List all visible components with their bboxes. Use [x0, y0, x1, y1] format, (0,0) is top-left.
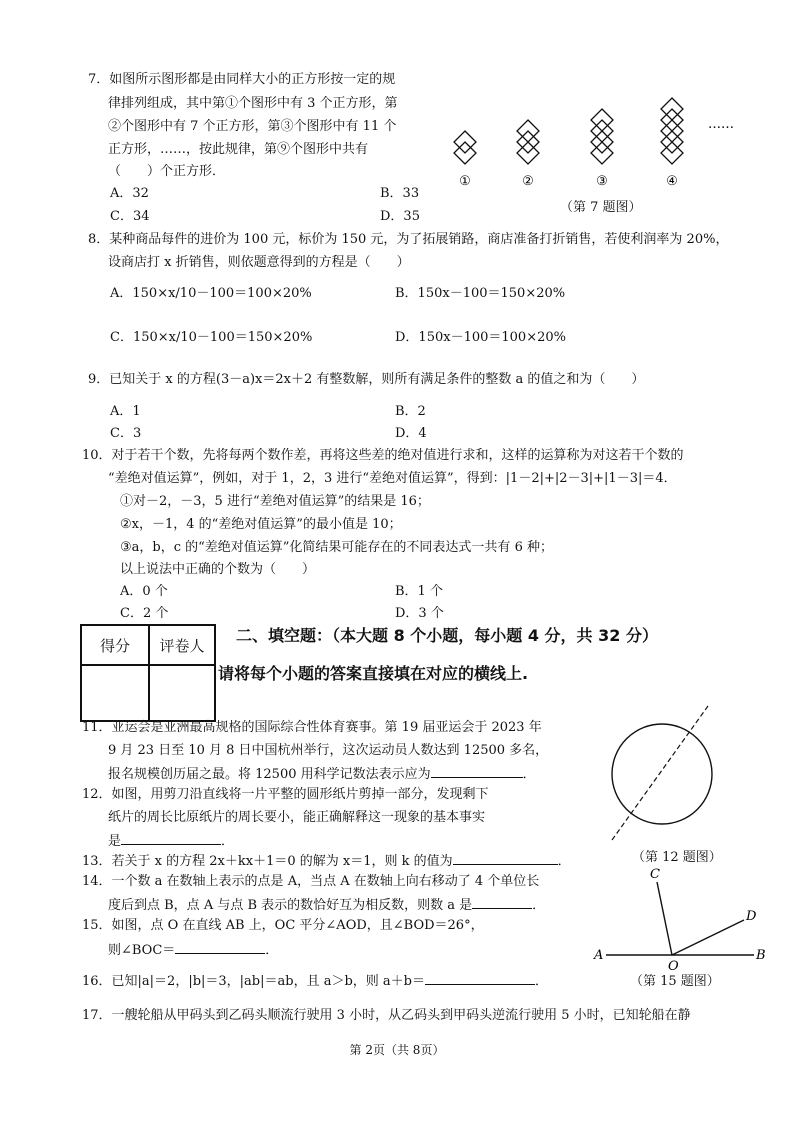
- q15-line-2-text: 则∠BOC＝: [108, 943, 176, 958]
- q10-option-b: B．1 个: [395, 584, 443, 599]
- q8-option-d: D．150x－100＝100×20%: [395, 330, 566, 345]
- grader-cell: [149, 665, 215, 721]
- q7-stack-1: [454, 131, 476, 164]
- q7-caption: （第 7 题图）: [560, 200, 642, 215]
- q11-line-3-text: 报名规模创历届之最。将 12500 用科学记数法表示应为: [108, 767, 431, 782]
- q14-line-2-text: 度后到点 B，点 A 与点 B 表示的数恰好互为相反数，则数 a 是: [108, 898, 473, 913]
- section2-title: 二、填空题：（本大题 8 个小题，每小题 4 分，共 32 分）: [236, 626, 658, 645]
- q9-option-b: B．2: [395, 404, 426, 419]
- q7-stack-2: [517, 120, 539, 164]
- q14-answer-blank[interactable]: [472, 896, 532, 909]
- q15-label-a: A: [594, 948, 604, 963]
- q8-option-a: A．150×x/10－100＝100×20%: [110, 286, 312, 301]
- q12-caption: （第 12 题图）: [632, 850, 722, 865]
- q7-figure: [440, 70, 740, 195]
- q15-line-2: 则∠BOC＝ ．: [108, 943, 279, 958]
- q11-line-2: 9 月 23 日至 10 月 8 日中国杭州举行，这次运动员人数达到 12500 多名，: [108, 743, 549, 758]
- q7-stem-line-2: 律排列组成，其中第①个图形中有 3 个正方形，第: [108, 96, 398, 111]
- q7-stack-3: [591, 109, 613, 164]
- q16-answer-blank[interactable]: [425, 972, 535, 985]
- q7-stem-line-5: （ ）个正方形．: [108, 164, 226, 179]
- q8-stem-line-2: 设商店打 x 折销售，则依题意得到的方程是（ ）: [108, 255, 410, 270]
- q15-label-o: O: [668, 959, 679, 974]
- q7-option-d: D．35: [380, 209, 420, 224]
- q11-line-3: 报名规模创历届之最。将 12500 用科学记数法表示应为 ．: [108, 767, 536, 782]
- q7-stem-line-1: 7．如图所示图形都是由同样大小的正方形按一定的规: [88, 72, 396, 87]
- q10-stem-line-1: 10．对于若干个数，先将每两个数作差，再将这些差的绝对值进行求和，这样的运算称为对这若干个数的: [82, 448, 684, 463]
- q10-stem-line-2: “差绝对值运算”，例如，对于 1，2，3 进行“差绝对值运算”，得到：|1－2|+|2－3|+|1－3|＝4．: [108, 471, 677, 486]
- q8-option-b: B．150x－100＝150×20%: [395, 286, 566, 301]
- page-footer: 第 2页（共 8页）: [349, 1043, 445, 1057]
- q11-line-1: 11．亚运会是亚洲最高规格的国际综合性体育赛事。第 19 届亚运会于 2023 年: [82, 720, 542, 735]
- section2-instruction: 请将每个小题的答案直接填在对应的横线上.: [218, 664, 529, 683]
- q15-line-1: 15．如图，点 O 在直线 AB 上，OC 平分∠AOD，且∠BOD＝26°，: [82, 918, 484, 933]
- q12-line-1: 12．如图，用剪刀沿直线将一片平整的圆形纸片剪掉一部分，发现剩下: [82, 787, 489, 802]
- q12-circle: [612, 724, 712, 824]
- q10-option-a: A．0 个: [120, 584, 168, 599]
- score-cell: [81, 665, 149, 721]
- q7-ellipsis: ……: [708, 117, 734, 132]
- q10-item-3: ③a，b，c 的“差绝对值运算”化简结果可能存在的不同表达式一共有 6 种；: [120, 540, 553, 555]
- score-header: 得分: [81, 625, 149, 665]
- q10-option-d: D．3 个: [395, 606, 444, 621]
- q7-stem-line-4: 正方形，……，按此规律，第⑨个图形中共有: [108, 142, 369, 157]
- q7-stem-line-3: ②个图形中有 7 个正方形，第③个图形中有 11 个: [108, 119, 397, 134]
- q16-text: 16．已知|a|＝2，|b|＝3，|ab|＝ab，且 a＞b，则 a＋b＝: [82, 974, 425, 989]
- q8-option-c: C．150×x/10－100＝150×20%: [110, 330, 313, 345]
- q8-stem-line-1: 8．某种商品每件的进价为 100 元，标价为 150 元，为了拓展销路，商店准备打折销售，若使利润率为 20%，: [88, 232, 729, 247]
- q9-option-a: A．1: [110, 404, 141, 419]
- q13-text: 13．若关于 x 的方程 2x＋kx＋1＝0 的解为 x＝1，则 k 的值为: [82, 854, 453, 869]
- q17: 17．一艘轮船从甲码头到乙码头顺流行驶用 3 小时，从乙码头到甲码头逆流行驶用 5 小时，已知轮船在静: [82, 1008, 691, 1023]
- q12-line-3: 是 ．: [108, 834, 235, 849]
- q15-label-d: D: [746, 909, 757, 924]
- q15-label-c: C: [650, 867, 660, 882]
- q7-label-3: ③: [596, 174, 608, 189]
- q7-label-2: ②: [522, 174, 534, 189]
- q16: 16．已知|a|＝2，|b|＝3，|ab|＝ab，且 a＞b，则 a＋b＝ ．: [82, 974, 549, 989]
- q7-option-a: A．32: [110, 186, 149, 201]
- q10-item-1: ①对－2，－3，5 进行“差绝对值运算”的结果是 16；: [120, 494, 430, 509]
- q7-stack-4: [661, 98, 683, 164]
- q7-option-b: B．33: [380, 186, 420, 201]
- q10-option-c: C．2 个: [120, 606, 169, 621]
- q12-cut-line: [612, 706, 708, 840]
- q9-stem: 9．已知关于 x 的方程(3－a)x＝2x＋2 有整数解，则所有满足条件的整数 a 的值之和为（ ）: [88, 372, 645, 387]
- q11-answer-blank[interactable]: [431, 765, 523, 778]
- q10-question: 以上说法中正确的个数为（ ）: [120, 562, 316, 577]
- q7-label-1: ①: [459, 174, 471, 189]
- q12-figure: [590, 698, 740, 848]
- q10-item-2: ②x，－1，4 的“差绝对值运算”的最小值是 10；: [120, 517, 402, 532]
- q15-ray-oc: [657, 882, 672, 955]
- q12-line-2: 纸片的周长比原纸片的周长要小，能正确解释这一现象的基本事实: [108, 810, 486, 825]
- q15-label-b: B: [756, 948, 766, 963]
- q13-answer-blank[interactable]: [453, 852, 558, 865]
- q12-line-3-text: 是: [108, 834, 122, 849]
- q7-option-c: C．34: [110, 209, 150, 224]
- score-table: [80, 624, 216, 722]
- q15-figure: [592, 862, 772, 974]
- q9-option-d: D．4: [395, 426, 427, 441]
- q15-answer-blank[interactable]: [175, 941, 265, 954]
- q13: 13．若关于 x 的方程 2x＋kx＋1＝0 的解为 x＝1，则 k 的值为 ．: [82, 854, 571, 869]
- q12-answer-blank[interactable]: [121, 832, 221, 845]
- grader-header: 评卷人: [149, 625, 215, 665]
- q15-ray-od: [672, 920, 744, 955]
- q9-option-c: C．3: [110, 426, 142, 441]
- q7-label-4: ④: [666, 174, 678, 189]
- q14-line-1: 14．一个数 a 在数轴上表示的点是 A，当点 A 在数轴上向右移动了 4 个单位长: [82, 874, 540, 889]
- q14-line-2: 度后到点 B，点 A 与点 B 表示的数恰好互为相反数，则数 a 是 ．: [108, 898, 546, 913]
- q15-caption: （第 15 题图）: [630, 974, 720, 989]
